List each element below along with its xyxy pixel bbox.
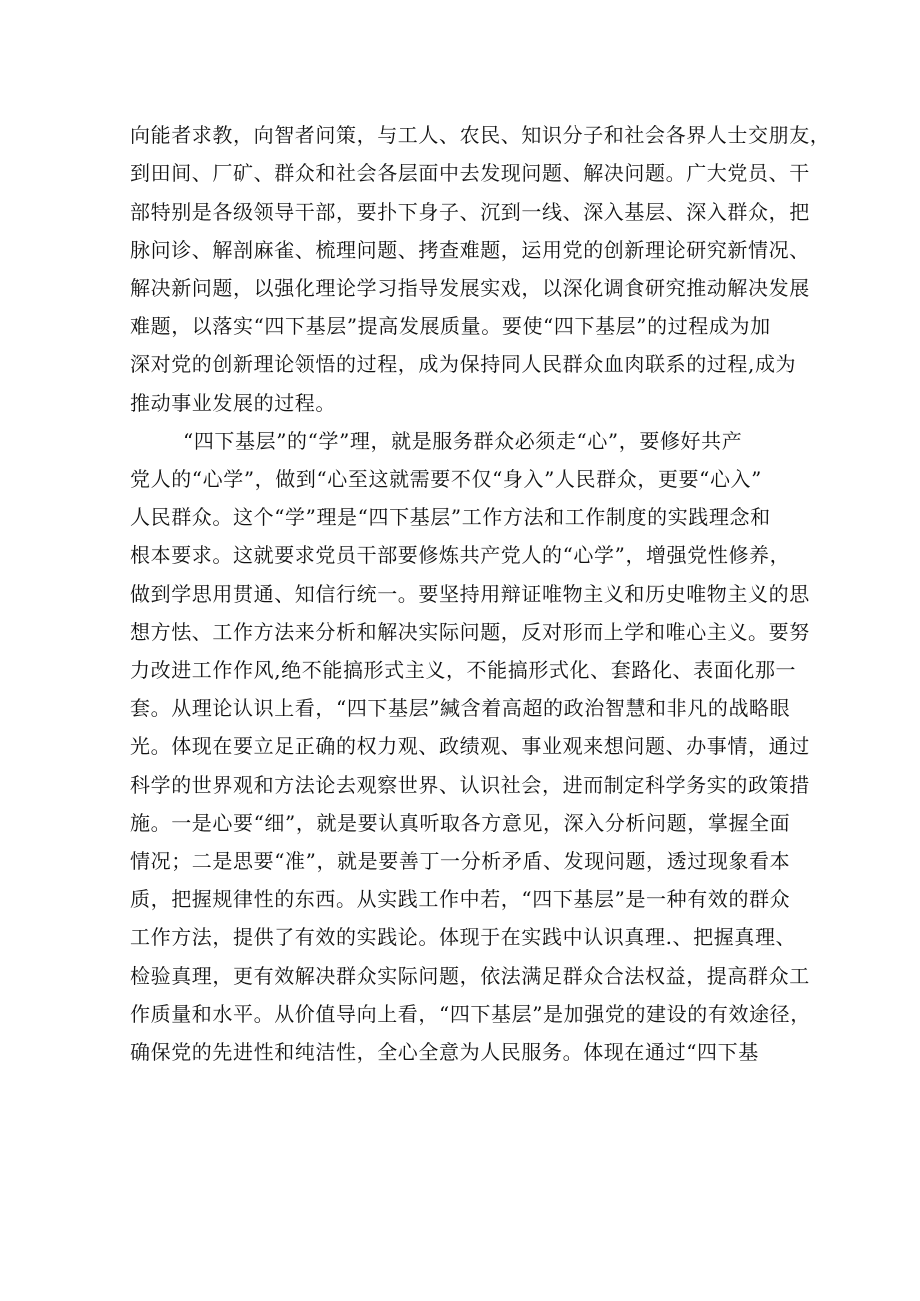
text-line-8: 推动事业发展的过程。 (130, 391, 336, 415)
text-line-20: 情况；二是思要“准”，就是要善丁一分析矛盾、发现问题，透过现象看本 (130, 849, 791, 873)
text-line-11: 人民群众。这个“学”理是“四下基层”工作方法和工作制度的实践理念和 (130, 505, 771, 529)
text-line-15: 力改进工作作风,绝不能搞形式主义，不能搞形式化、套路化、表面化那一 (130, 658, 797, 682)
text-line-2: 到田间、厂矿、群众和社会各层面中去发现问题、解决问题。广大党员、干 (130, 161, 810, 185)
text-line-18: 科学的世界观和方法论去观察世界、认识社会，进而制定科学务实的政策措 (130, 773, 810, 797)
text-line-6: 难题，以落实“四下基层”提高发展质量。要使“四下基层”的过程成为加 (130, 314, 771, 338)
text-line-10: 党人的“心学”，做到“心至这就需要不仅“身入”人民群众，更要“心入” (130, 467, 762, 491)
text-line-12: 根本要求。这就要求党员干部要修炼共产党人的“心学”，增强党性修养， (130, 543, 791, 567)
text-line-14: 想方怯、工作方法来分析和解决实际问题，反对形而上学和唯心主义。要努 (130, 620, 810, 644)
text-line-17: 光。体现在要立足正确的权力观、政绩观、事业观来想问题、办事情，通过 (130, 734, 810, 758)
text-line-7: 深对党的创新理论领悟的过程，成为保持同人民群众血肉联系的过程,成为 (130, 352, 797, 376)
text-line-21: 质，把握规律性的东西。从实践工作中若，“四下基层”是一种有效的群众 (130, 887, 791, 911)
text-line-16: 套。从理论认识上看，“四下基层”緘含着高超的政治智慧和非凡的战略眼 (130, 696, 791, 720)
text-line-24: 作质量和水平。从价值导向上看，“四下基层”是加强党的建设的有效途径， (130, 1002, 811, 1026)
text-line-19: 施。一是心要“细”，就是要认真听取各方意见，深入分析问题，掌握全面 (130, 811, 791, 835)
text-line-9: “四下基层”的“学”理，就是服务群众必须走“心”，要修好共产 (183, 429, 743, 453)
text-line-3: 部特别是各级领导干部，要扑下身子、沉到一线、深入基层、深入群众，把 (130, 200, 810, 224)
text-line-1: 向能者求教，向智者问策，与工人、农民、知识分子和社会各界人士交朋友， (130, 123, 831, 147)
text-line-13: 做到学思用贯通、知信行统一。要坚持用辩证唯物主义和历史唯物主义的思 (130, 582, 810, 606)
text-line-5: 解决新问题，以强化理论学习指导发展实戏，以深化调食研究推动解决发展 (130, 276, 810, 300)
text-line-23: 检验真理，更有效解决群众实际问题，依法满足群众合法权益，提高群众工 (130, 964, 810, 988)
text-line-22: 工作方法，提供了有效的实践论。体现于在实践中认识真理.、把握真理、 (130, 925, 797, 949)
text-line-4: 脉问诊、解剖麻雀、梳理问题、拷查难题，运用党的创新理论研究新情况、 (130, 238, 810, 262)
text-line-25: 确保党的先进性和纯洁性，全心全意为人民服务。体现在通过“四下基 (130, 1040, 759, 1064)
